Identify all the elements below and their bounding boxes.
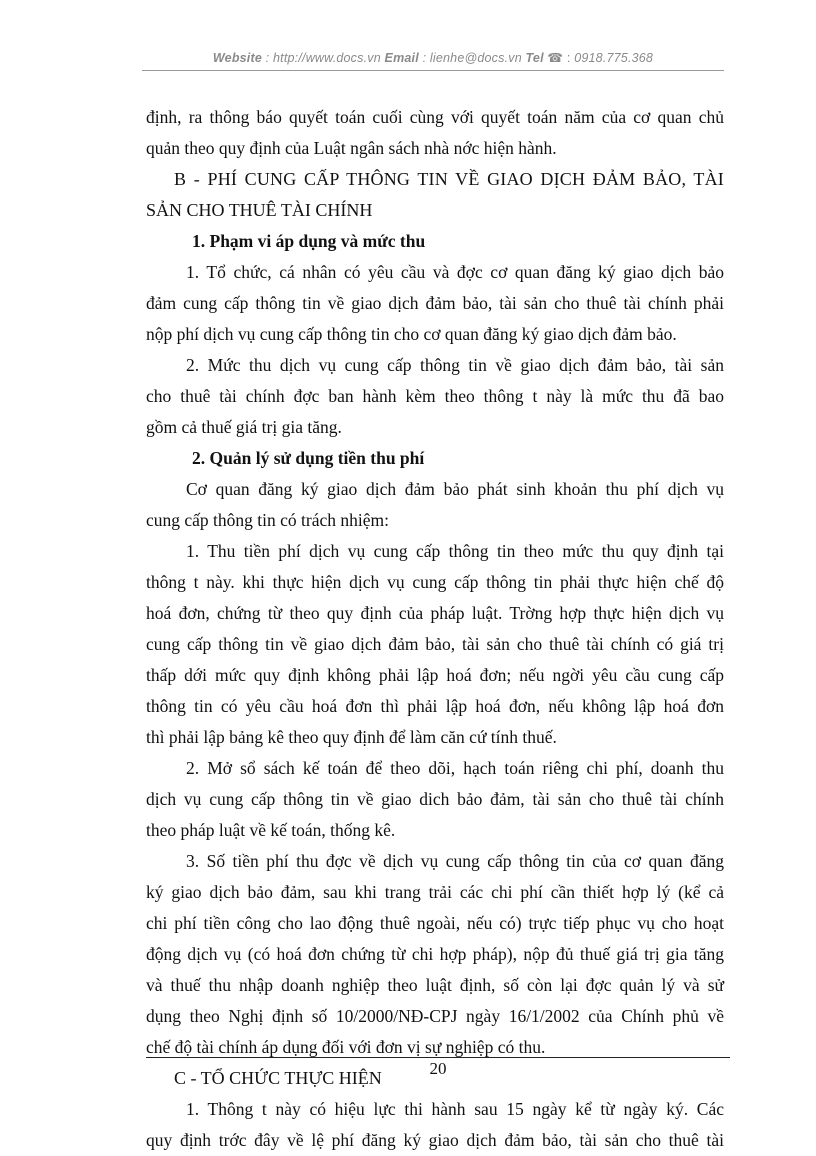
paragraph-line: gồm cả thuế giá trị gia tăng. <box>146 417 342 437</box>
paragraph-line: thì phải lập bảng kê theo quy định để làm căn cứ tính thuế. <box>146 727 557 747</box>
paragraph-line: ký giao dịch bảo đảm, sau khi trang trải các chi phí cần thiết hợp lý (kể cả <box>146 882 724 902</box>
website-separator: : <box>262 51 274 65</box>
phone-icon: ☎ : <box>543 51 575 65</box>
section-heading-b-continued: SẢN CHO THUÊ TÀI CHÍNH <box>146 200 373 220</box>
paragraph-line: 2. Mở sổ sách kế toán để theo dõi, hạch toán riêng chi phí, doanh thu <box>186 758 724 778</box>
paragraph-line: quy định trớc đây về lệ phí đăng ký giao dịch đảm bảo, tài sản cho thuê tài <box>146 1130 724 1150</box>
paragraph-line: và thuế thu nhập doanh nghiệp theo luật định, số còn lại đợc quản lý và sử <box>146 975 724 995</box>
email-label: Email <box>384 51 419 65</box>
website-label: Website <box>212 51 262 65</box>
paragraph-line: dụng theo Nghị định số 10/2000/NĐ-CPJ ngày 16/1/2002 của Chính phủ về <box>146 1006 724 1026</box>
paragraph-line: 1. Thu tiền phí dịch vụ cung cấp thông tin theo mức thu quy định tại <box>186 541 724 561</box>
paragraph-line: 3. Số tiền phí thu đợc về dịch vụ cung cấp thông tin của cơ quan đăng <box>186 851 724 871</box>
paragraph-line: Cơ quan đăng ký giao dịch đảm bảo phát sinh khoản thu phí dịch vụ <box>186 479 724 499</box>
paragraph-line: thấp dới mức quy định không phải lập hoá đơn; nếu ngời yêu cầu cung cấp <box>146 665 724 685</box>
subheading-scope: 1. Phạm vi áp dụng và mức thu <box>192 231 426 251</box>
section-heading-c: C - TỔ CHỨC THỰC HIỆN <box>174 1068 382 1088</box>
tel-label: Tel <box>525 51 544 65</box>
paragraph-line: 1. Tổ chức, cá nhân có yêu cầu và đợc cơ quan đăng ký giao dịch bảo <box>186 262 724 282</box>
page-number: 20 <box>429 1059 447 1078</box>
paragraph-line: quản theo quy định của Luật ngân sách nhà nớc hiện hành. <box>146 138 557 158</box>
paragraph-line: nộp phí dịch vụ cung cấp thông tin cho cơ quan đăng ký giao dịch đảm bảo. <box>146 324 677 344</box>
paragraph-line: chi phí tiền công cho lao động thuê ngoài, nếu có) trực tiếp phục vụ cho hoạt <box>146 913 724 933</box>
website-url[interactable]: http://www.docs.vn <box>273 51 381 65</box>
paragraph-line: hoá đơn, chứng từ theo quy định của pháp luật. Trờng hợp thực hiện dịch vụ <box>146 603 724 623</box>
paragraph-line: theo pháp luật về kế toán, thống kê. <box>146 820 396 840</box>
subheading-management: 2. Quản lý sử dụng tiền thu phí <box>192 448 425 468</box>
paragraph-line: cho thuê tài chính đợc ban hành kèm theo thông t này là mức thu đã bao <box>146 386 724 406</box>
paragraph-line: dịch vụ cung cấp thông tin về giao dich bảo đảm, tài sản cho thuê tài chính <box>146 789 724 809</box>
paragraph-line: thông t này. khi thực hiện dịch vụ cung cấp thông tin phải thực hiện chế độ <box>146 572 724 592</box>
email-value[interactable]: lienhe@docs.vn <box>429 51 522 65</box>
tel-value: 0918.775.368 <box>574 51 654 65</box>
paragraph-line: cung cấp thông tin về giao dịch đảm bảo, tài sản cho thuê tài chính có giá trị <box>146 634 724 654</box>
paragraph-line: thông tin có yêu cầu hoá đơn thì phải lập hoá đơn, nếu không lập hoá đơn <box>146 696 724 716</box>
header-divider <box>142 70 724 71</box>
page-header <box>142 50 724 65</box>
paragraph-line: 2. Mức thu dịch vụ cung cấp thông tin về giao dịch đảm bảo, tài sản <box>186 355 724 375</box>
document-body <box>146 102 724 1156</box>
paragraph-line: cung cấp thông tin có trách nhiệm: <box>146 510 389 530</box>
email-separator: : <box>418 51 430 65</box>
paragraph-line: định, ra thông báo quyết toán cuối cùng với quyết toán năm của cơ quan chủ <box>146 107 724 127</box>
paragraph-line: động dịch vụ (có hoá đơn chứng từ chi hợp pháp), nộp đủ thuế giá trị gia tăng <box>146 944 724 964</box>
paragraph-line: chế độ tài chính áp dụng đối với đơn vị sự nghiệp có thu. <box>146 1037 546 1057</box>
paragraph-line: 1. Thông t này có hiệu lực thi hành sau 15 ngày kể từ ngày ký. Các <box>186 1099 724 1119</box>
section-heading-b: B - PHÍ CUNG CẤP THÔNG TIN VỀ GIAO DỊCH ĐẢM BẢO, TÀI <box>174 169 724 189</box>
paragraph-line: đảm cung cấp thông tin về giao dịch đảm bảo, tài sản cho thuê tài chính phải <box>146 293 724 313</box>
